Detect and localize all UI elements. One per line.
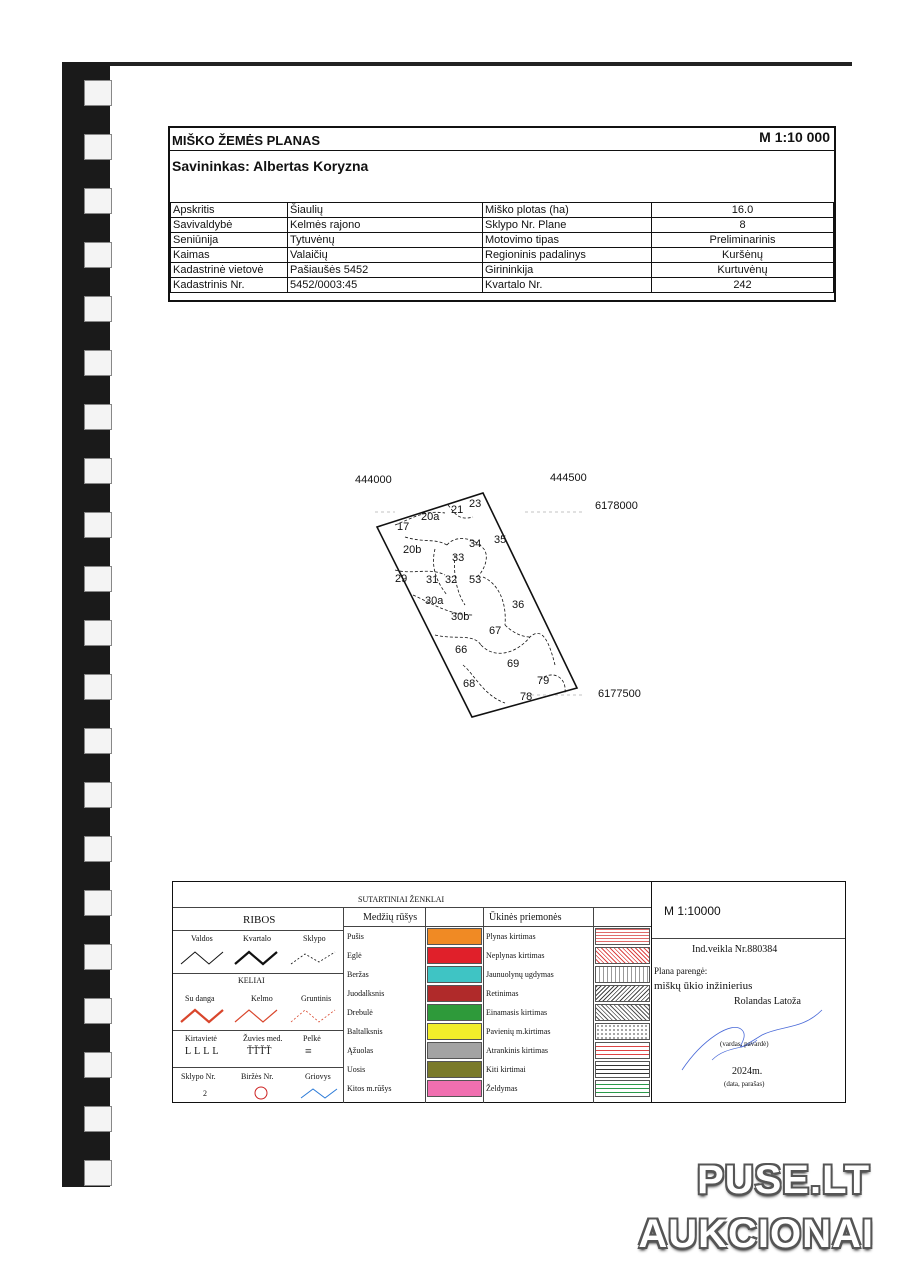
fish-symbol: ŤŤŤŤ	[247, 1046, 272, 1057]
legend-signature-block	[652, 882, 845, 1102]
legend-title: SUTARTINIAI ŽENKLAI	[358, 895, 445, 904]
info-value: Šiaulių	[288, 203, 483, 218]
info-label: Kadastrinis Nr.	[171, 278, 288, 293]
info-value: 242	[652, 278, 834, 293]
binding-ring	[84, 350, 112, 376]
binding-ring	[84, 188, 112, 214]
symbol-label: Sklypo	[303, 934, 326, 943]
species-name: Juodalksnis	[347, 989, 385, 998]
owner-name: Savininkas: Albertas Koryzna	[172, 158, 369, 174]
measure-name: Retinimas	[486, 989, 519, 998]
symbol-label: Kirtavietė	[185, 1034, 217, 1043]
measure-name: Atrankinis kirtimas	[486, 1046, 548, 1055]
species-heading: Medžių rūšys	[363, 912, 418, 923]
species-swatch	[427, 1061, 482, 1078]
measure-name: Jaunuolynų ugdymas	[486, 970, 554, 979]
keliai-heading: KELIAI	[238, 976, 265, 985]
symbol-label: Biržės Nr.	[241, 1072, 274, 1081]
info-value: Kelmės rajono	[288, 218, 483, 233]
prepared-by-name: Rolandas Latoža	[734, 996, 801, 1007]
parcel-map-drawing	[355, 465, 655, 735]
measure-pattern	[595, 1080, 650, 1097]
binding-ring	[84, 620, 112, 646]
boundary-symbols	[173, 946, 343, 972]
parcel-label: 79	[537, 675, 550, 687]
info-value: Kuršėnų	[652, 248, 834, 263]
species-swatch	[427, 1080, 482, 1097]
parcel-label: 66	[455, 644, 468, 656]
binding-ring	[84, 998, 112, 1024]
species-swatch	[427, 1042, 482, 1059]
binding-ring	[84, 458, 112, 484]
prepared-by-role: miškų ūkio inžinierius	[654, 980, 753, 992]
measure-pattern	[595, 1042, 650, 1059]
ribos-heading: RIBOS	[243, 914, 276, 926]
plan-title: MIŠKO ŽEMĖS PLANAS	[172, 133, 321, 148]
info-value: Tytuvėnų	[288, 233, 483, 248]
info-label: Motovimo tipas	[483, 233, 652, 248]
symbol-label: Griovys	[305, 1072, 331, 1081]
info-label: Kadastrinė vietovė	[171, 263, 288, 278]
binding-spine	[62, 62, 110, 1187]
symbol-label: Sklypo Nr.	[181, 1072, 216, 1081]
binding-ring	[84, 890, 112, 916]
measure-name: Želdymas	[486, 1084, 518, 1093]
measure-pattern	[595, 1061, 650, 1078]
species-name: Eglė	[347, 951, 362, 960]
date-caption: (data, parašas)	[724, 1080, 765, 1088]
legend-box	[172, 881, 846, 1103]
parcel-label: 33	[452, 552, 465, 564]
measure-pattern	[595, 985, 650, 1002]
species-swatch	[427, 1004, 482, 1021]
info-label: Regioninis padalinys	[483, 248, 652, 263]
watermark-line2: AUKCIONAI	[638, 1212, 874, 1256]
info-value: Valaičių	[288, 248, 483, 263]
info-label: Apskritis	[171, 203, 288, 218]
parcel-label: 29	[395, 573, 408, 585]
species-name: Kitos m.rūšys	[347, 1084, 392, 1093]
symbol-label: Gruntinis	[301, 994, 332, 1003]
symbol-label: Žuvies med.	[243, 1034, 283, 1043]
species-name: Uosis	[347, 1065, 366, 1074]
parcel-label: 32	[445, 574, 458, 586]
species-swatch	[427, 966, 482, 983]
table-row	[171, 248, 834, 263]
measure-pattern	[595, 1023, 650, 1040]
parcel-label: 20b	[403, 544, 422, 556]
coord-x-left: 444000	[355, 474, 392, 486]
species-swatch	[427, 985, 482, 1002]
species-name: Baltalksnis	[347, 1027, 383, 1036]
plan-scale: M 1:10 000	[759, 129, 830, 145]
info-label: Girininkija	[483, 263, 652, 278]
parcel-label: 68	[463, 678, 476, 690]
permit-number: Ind.veikla Nr.880384	[692, 944, 778, 955]
info-label: Kaimas	[171, 248, 288, 263]
info-label: Savivaldybė	[171, 218, 288, 233]
watermark-line1: PUSE.LT	[697, 1158, 870, 1202]
table-row	[171, 203, 834, 218]
measure-name: Kiti kirtimai	[486, 1065, 526, 1074]
parcel-label: 31	[426, 574, 439, 586]
species-name: Beržas	[347, 970, 369, 979]
species-swatch	[427, 947, 482, 964]
binding-ring	[84, 944, 112, 970]
measures-heading: Ūkinės priemonės	[489, 912, 562, 923]
binding-ring	[84, 1052, 112, 1078]
binding-ring	[84, 782, 112, 808]
info-label: Seniūnija	[171, 233, 288, 248]
symbol-label: Valdos	[191, 934, 213, 943]
table-row	[171, 278, 834, 293]
info-value: Kurtuvėnų	[652, 263, 834, 278]
plan-header	[168, 126, 836, 302]
parcel-label: 20a	[421, 511, 440, 523]
parcel-label: 53	[469, 574, 482, 586]
clearing-symbol: LLLL	[185, 1046, 222, 1057]
measure-pattern	[595, 1004, 650, 1021]
parcel-label: 21	[451, 504, 464, 516]
info-value: Preliminarinis	[652, 233, 834, 248]
binding-ring	[84, 836, 112, 862]
parcel-map	[355, 465, 655, 735]
table-row	[171, 218, 834, 233]
species-swatch	[427, 928, 482, 945]
binding-ring	[84, 1160, 112, 1186]
species-swatch	[427, 1023, 482, 1040]
info-label: Miško plotas (ha)	[483, 203, 652, 218]
measure-pattern	[595, 947, 650, 964]
binding-ring	[84, 566, 112, 592]
parcel-label: 23	[469, 498, 482, 510]
parcel-label: 78	[520, 691, 533, 703]
measure-name: Pavienių m.kirtimas	[486, 1027, 551, 1036]
measure-pattern	[595, 966, 650, 983]
prepared-label: Plana parengė:	[654, 966, 708, 976]
symbol-label: Kvartalo	[243, 934, 271, 943]
binding-ring	[84, 512, 112, 538]
binding-ring	[84, 728, 112, 754]
legend-scale: M 1:10000	[664, 904, 721, 918]
plot-number-example: 2	[203, 1089, 207, 1098]
parcel-label: 67	[489, 625, 502, 637]
binding-ring	[84, 134, 112, 160]
binding-ring	[84, 80, 112, 106]
coord-x-right: 444500	[550, 472, 587, 484]
parcel-info-table	[170, 202, 834, 293]
measure-name: Einamasis kirtimas	[486, 1008, 548, 1017]
coord-y-top: 6178000	[595, 500, 638, 512]
signature-year: 2024m.	[732, 1066, 763, 1077]
binding-ring	[84, 242, 112, 268]
measure-name: Plynas kirtimas	[486, 932, 536, 941]
header-title-row	[170, 128, 834, 151]
legend-symbols	[173, 882, 652, 1102]
info-value: Pašiaušės 5452	[288, 263, 483, 278]
info-value: 5452/0003:45	[288, 278, 483, 293]
road-symbols	[173, 1006, 343, 1028]
parcel-label: 69	[507, 658, 520, 670]
misc-symbols	[231, 1084, 341, 1102]
symbol-label: Su danga	[185, 994, 215, 1003]
species-name: Ąžuolas	[347, 1046, 374, 1055]
binding-ring	[84, 296, 112, 322]
parcel-label: 35	[494, 534, 507, 546]
species-name: Pušis	[347, 932, 364, 941]
binding-ring	[84, 674, 112, 700]
binding-ring	[84, 1106, 112, 1132]
signature-caption: (vardas, pavardė)	[720, 1040, 769, 1048]
species-name: Drebulė	[347, 1008, 373, 1017]
measure-pattern	[595, 928, 650, 945]
info-label: Sklypo Nr. Plane	[483, 218, 652, 233]
parcel-label: 36	[512, 599, 525, 611]
measure-name: Neplynas kirtimas	[486, 951, 545, 960]
info-label: Kvartalo Nr.	[483, 278, 652, 293]
bog-symbol: ≡	[305, 1044, 312, 1058]
binding-ring	[84, 404, 112, 430]
coord-y-bottom: 6177500	[598, 688, 641, 700]
table-row	[171, 233, 834, 248]
parcel-label: 34	[469, 538, 482, 550]
info-value: 16.0	[652, 203, 834, 218]
info-value: 8	[652, 218, 834, 233]
symbol-label: Pelkė	[303, 1034, 321, 1043]
parcel-label: 17	[397, 521, 410, 533]
parcel-label: 30b	[451, 611, 470, 623]
symbol-label: Kelmo	[251, 994, 273, 1003]
table-row	[171, 263, 834, 278]
parcel-label: 30a	[425, 595, 444, 607]
